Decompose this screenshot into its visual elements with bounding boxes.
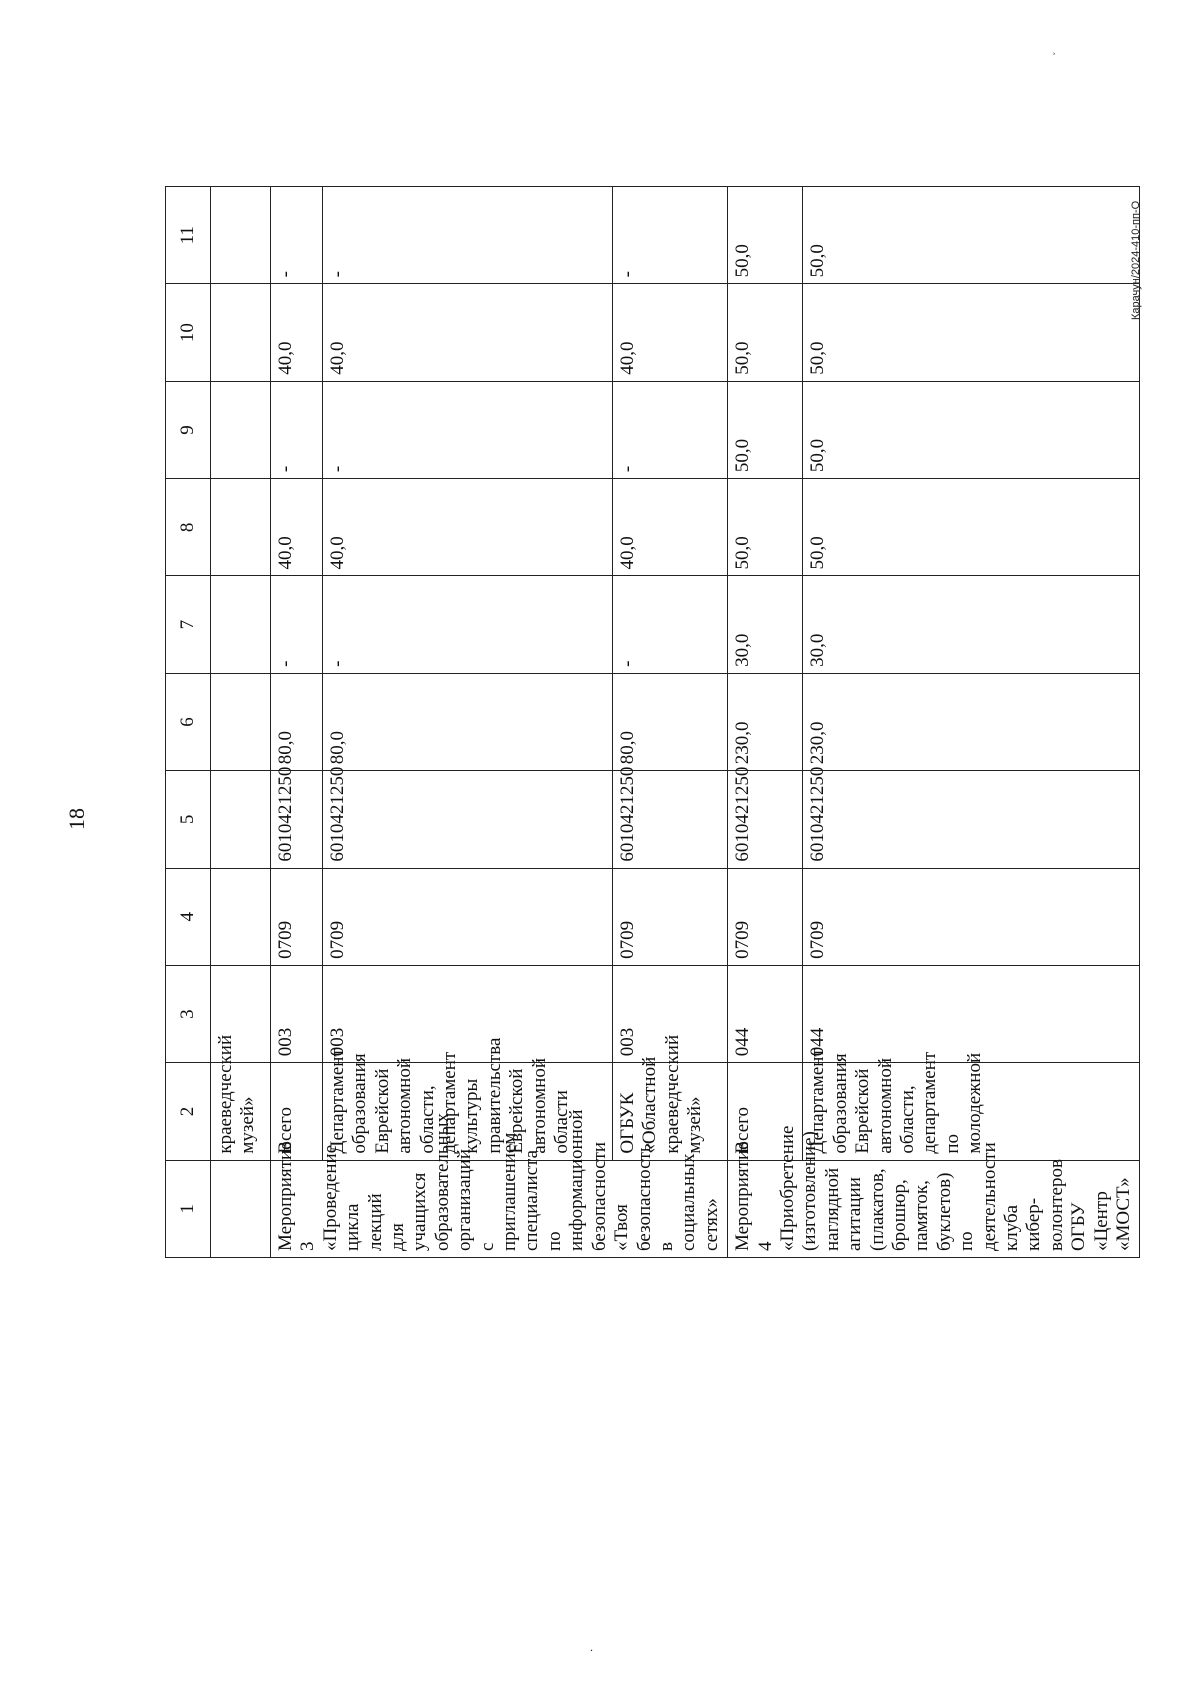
column-header: 3	[166, 965, 211, 1062]
table-cell: 40,0	[613, 284, 728, 381]
table-cell	[211, 284, 271, 381]
table-cell	[211, 868, 271, 965]
table-cell: 230,0	[728, 673, 803, 770]
column-header: 7	[166, 576, 211, 673]
table-cell: 80,0	[613, 673, 728, 770]
table-row	[271, 187, 323, 1258]
table-cell: 50,0	[803, 479, 1140, 576]
column-header: 5	[166, 771, 211, 868]
table-cell: 6010421250	[271, 771, 323, 868]
table-cell: 6010421250	[803, 771, 1140, 868]
table-cell	[211, 673, 271, 770]
table-cell	[211, 479, 271, 576]
table-cell: Мероприятие 3 «Проведение цикла лекций для учащихся образовательных организаций с приглашением специалиста по информационной безопасности «Твоя безопасность в социальных сетях»	[271, 1160, 728, 1257]
table-cell: 30,0	[728, 576, 803, 673]
table-cell: -	[323, 576, 613, 673]
table-cell: 50,0	[803, 187, 1140, 284]
table-row	[211, 187, 271, 1258]
table-cell: 50,0	[728, 187, 803, 284]
column-header: 2	[166, 1063, 211, 1160]
table-cell: 30,0	[803, 576, 1140, 673]
table-cell: 0709	[323, 868, 613, 965]
table-cell: 80,0	[271, 673, 323, 770]
budget-table-container	[165, 186, 1135, 1258]
table-cell: Департамент образования Еврейской автономной области, департамент по молодежной	[803, 1063, 1140, 1160]
table-cell: Всего	[271, 1063, 323, 1160]
table-cell: 6010421250	[728, 771, 803, 868]
table-cell: 50,0	[728, 284, 803, 381]
table-cell: 40,0	[271, 479, 323, 576]
table-cell: 40,0	[323, 284, 613, 381]
table-cell: 003	[613, 965, 728, 1062]
table-cell: ОГБУК «Областной краеведческий музей»	[613, 1063, 728, 1160]
table-cell: 044	[728, 965, 803, 1062]
table-cell: -	[323, 187, 613, 284]
table-cell: 0709	[613, 868, 728, 965]
table-cell: 0709	[728, 868, 803, 965]
table-cell	[211, 771, 271, 868]
table-cell: 80,0	[323, 673, 613, 770]
table-cell: -	[271, 381, 323, 478]
table-cell: 0709	[803, 868, 1140, 965]
column-header: 11	[166, 187, 211, 284]
table-cell: 50,0	[728, 479, 803, 576]
table-cell: 40,0	[271, 284, 323, 381]
table-cell: 50,0	[728, 381, 803, 478]
table-cell: -	[271, 187, 323, 284]
column-header: 6	[166, 673, 211, 770]
table-cell: Департамент образования Еврейской автономной области, департамент культуры правительства Еврейской автономной области	[323, 1063, 613, 1160]
table-cell: краеведческий музей»	[211, 1063, 271, 1160]
column-header: 4	[166, 868, 211, 965]
table-cell: -	[613, 187, 728, 284]
table-cell: -	[323, 381, 613, 478]
table-cell: 40,0	[323, 479, 613, 576]
table-cell	[211, 381, 271, 478]
table-cell: 40,0	[613, 479, 728, 576]
table-cell: 6010421250	[323, 771, 613, 868]
table-cell: 003	[271, 965, 323, 1062]
document-stamp: Карачун/2024-410-пп-О	[1130, 200, 1142, 320]
scan-mark: .	[590, 1640, 593, 1654]
table-cell: 50,0	[803, 381, 1140, 478]
table-cell	[211, 1160, 271, 1257]
header-row	[166, 187, 211, 1258]
table-cell: Всего	[728, 1063, 803, 1160]
table-cell: 50,0	[803, 284, 1140, 381]
table-cell: 0709	[271, 868, 323, 965]
table-cell	[211, 187, 271, 284]
table-cell: 003	[323, 965, 613, 1062]
table-row	[728, 187, 803, 1258]
table-row	[613, 187, 728, 1258]
table-cell: -	[271, 576, 323, 673]
table-cell: -	[613, 381, 728, 478]
table-row	[803, 187, 1140, 1258]
table-cell: 044	[803, 965, 1140, 1062]
column-header: 1	[166, 1160, 211, 1257]
scan-mark: ʾ	[1052, 50, 1056, 64]
table-cell: 230,0	[803, 673, 1140, 770]
table-cell: -	[613, 576, 728, 673]
column-header: 9	[166, 381, 211, 478]
budget-table	[165, 186, 1140, 1258]
column-header: 10	[166, 284, 211, 381]
page-number: 18	[64, 808, 89, 830]
table-row	[323, 187, 613, 1258]
column-header: 8	[166, 479, 211, 576]
table-cell	[211, 576, 271, 673]
table-cell: Мероприятие 4 «Приобретение (изготовление) наглядной агитации (плакатов, брошюр, памяток, буклетов) по деятельности клуба киберволонтеров ОГБУ «Центр «МОСТ»	[728, 1160, 1140, 1257]
table-cell: 6010421250	[613, 771, 728, 868]
